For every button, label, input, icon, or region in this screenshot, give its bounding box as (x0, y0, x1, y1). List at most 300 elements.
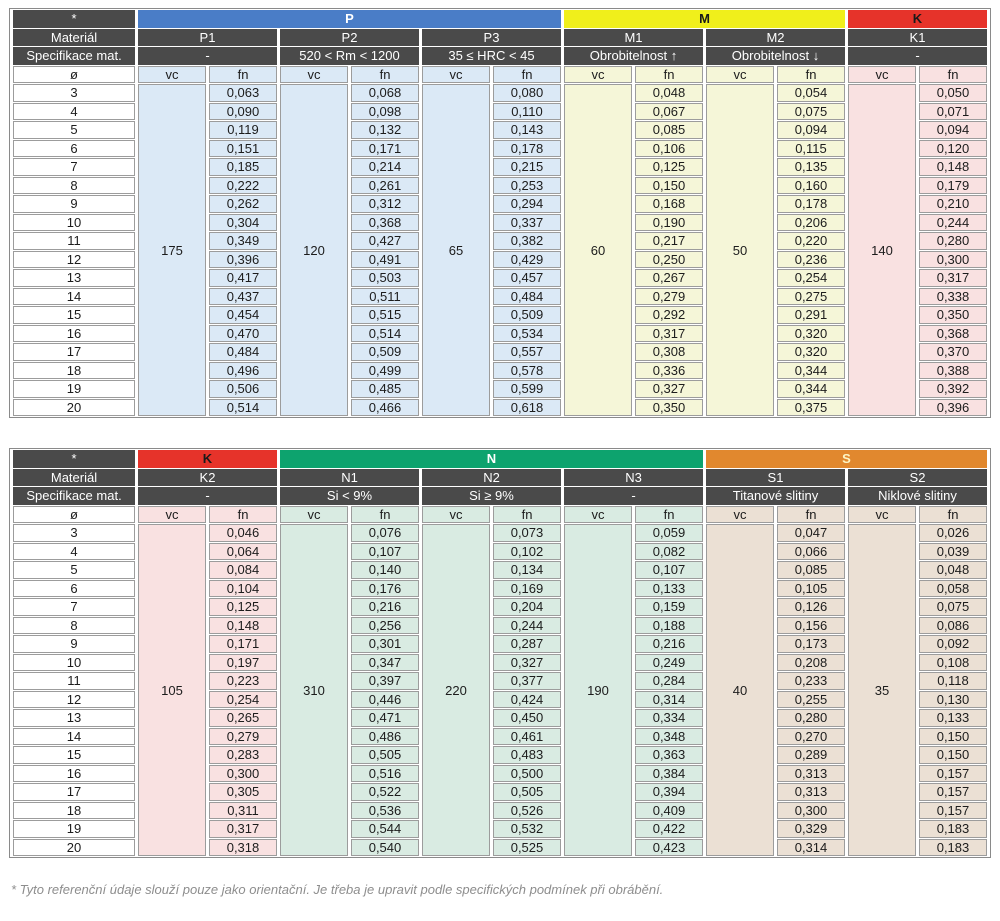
fn-header-P3: fn (493, 66, 561, 84)
asterisk-cell: * (13, 450, 135, 468)
fn-header-K2: fn (209, 506, 277, 524)
material-cell-N1: N1 (280, 469, 419, 487)
spec-cell-N3: - (564, 487, 703, 505)
fn-value-N2: 0,244 (493, 617, 561, 635)
fn-value-N3: 0,284 (635, 672, 703, 690)
fn-value-P1: 0,304 (209, 214, 277, 232)
fn-value-P2: 0,511 (351, 288, 419, 306)
fn-value-P2: 0,214 (351, 158, 419, 176)
vc-value-P2: 120 (280, 84, 348, 416)
vc-value-N3: 190 (564, 524, 632, 856)
fn-value-N2: 0,169 (493, 580, 561, 598)
fn-value-N1: 0,540 (351, 839, 419, 857)
fn-value-K1: 0,179 (919, 177, 987, 195)
vc-header-N1: vc (280, 506, 348, 524)
vc-header-M2: vc (706, 66, 774, 84)
diameter-cell: 10 (13, 654, 135, 672)
fn-value-M2: 0,206 (777, 214, 845, 232)
fn-value-P2: 0,499 (351, 362, 419, 380)
fn-value-P3: 0,599 (493, 380, 561, 398)
fn-value-N3: 0,394 (635, 783, 703, 801)
diameter-cell: 11 (13, 232, 135, 250)
fn-value-M1: 0,067 (635, 103, 703, 121)
fn-value-S2: 0,026 (919, 524, 987, 542)
spec-cell-K2: - (138, 487, 277, 505)
fn-value-N1: 0,256 (351, 617, 419, 635)
fn-value-M1: 0,217 (635, 232, 703, 250)
fn-value-P3: 0,110 (493, 103, 561, 121)
data-row-d3 (13, 84, 987, 102)
fn-value-K2: 0,104 (209, 580, 277, 598)
fn-value-S1: 0,313 (777, 765, 845, 783)
spec-cell-K1: - (848, 47, 987, 65)
fn-value-M1: 0,125 (635, 158, 703, 176)
fn-value-K2: 0,317 (209, 820, 277, 838)
fn-value-P3: 0,618 (493, 399, 561, 417)
fn-value-S1: 0,280 (777, 709, 845, 727)
fn-value-K2: 0,223 (209, 672, 277, 690)
fn-value-S1: 0,066 (777, 543, 845, 561)
diameter-cell: 18 (13, 802, 135, 820)
diameter-cell: 6 (13, 580, 135, 598)
fn-value-M2: 0,375 (777, 399, 845, 417)
iso-group-band-N: N (280, 450, 703, 468)
vc-header-K1: vc (848, 66, 916, 84)
fn-value-N2: 0,500 (493, 765, 561, 783)
fn-value-K2: 0,305 (209, 783, 277, 801)
fn-value-P1: 0,222 (209, 177, 277, 195)
fn-value-N3: 0,334 (635, 709, 703, 727)
fn-value-S2: 0,108 (919, 654, 987, 672)
fn-value-N1: 0,216 (351, 598, 419, 616)
fn-value-P2: 0,132 (351, 121, 419, 139)
fn-value-M1: 0,267 (635, 269, 703, 287)
fn-value-K1: 0,280 (919, 232, 987, 250)
diameter-cell: 8 (13, 617, 135, 635)
fn-value-M1: 0,327 (635, 380, 703, 398)
fn-value-K1: 0,368 (919, 325, 987, 343)
fn-value-K1: 0,350 (919, 306, 987, 324)
fn-header-M2: fn (777, 66, 845, 84)
diameter-cell: 5 (13, 561, 135, 579)
fn-value-P2: 0,515 (351, 306, 419, 324)
fn-value-P3: 0,557 (493, 343, 561, 361)
fn-value-M2: 0,320 (777, 343, 845, 361)
fn-value-M1: 0,190 (635, 214, 703, 232)
vc-header-P2: vc (280, 66, 348, 84)
material-row-label: Materiál (13, 469, 135, 487)
vc-value-P3: 65 (422, 84, 490, 416)
fn-header-N3: fn (635, 506, 703, 524)
diameter-cell: 12 (13, 691, 135, 709)
fn-header-P1: fn (209, 66, 277, 84)
fn-value-N1: 0,486 (351, 728, 419, 746)
diameter-cell: 17 (13, 783, 135, 801)
fn-value-S1: 0,156 (777, 617, 845, 635)
fn-value-P1: 0,185 (209, 158, 277, 176)
diameter-cell: 5 (13, 121, 135, 139)
fn-value-N3: 0,216 (635, 635, 703, 653)
fn-value-P2: 0,491 (351, 251, 419, 269)
fn-value-S2: 0,058 (919, 580, 987, 598)
fn-value-K1: 0,300 (919, 251, 987, 269)
vc-value-S1: 40 (706, 524, 774, 856)
fn-value-M2: 0,094 (777, 121, 845, 139)
fn-value-K1: 0,388 (919, 362, 987, 380)
fn-value-N3: 0,133 (635, 580, 703, 598)
fn-value-N2: 0,073 (493, 524, 561, 542)
fn-value-K2: 0,311 (209, 802, 277, 820)
material-cell-M1: M1 (564, 29, 703, 47)
fn-value-N2: 0,483 (493, 746, 561, 764)
fn-value-M2: 0,178 (777, 195, 845, 213)
fn-value-S1: 0,329 (777, 820, 845, 838)
vc-header-S2: vc (848, 506, 916, 524)
fn-value-S2: 0,086 (919, 617, 987, 635)
fn-value-N1: 0,471 (351, 709, 419, 727)
fn-value-N2: 0,424 (493, 691, 561, 709)
fn-value-N3: 0,363 (635, 746, 703, 764)
fn-value-M2: 0,344 (777, 380, 845, 398)
fn-value-S1: 0,085 (777, 561, 845, 579)
vc-value-M1: 60 (564, 84, 632, 416)
spec-cell-M2: Obrobitelnost ↓ (706, 47, 845, 65)
vc-value-N1: 310 (280, 524, 348, 856)
spec-cell-P3: 35 ≤ HRC < 45 (422, 47, 561, 65)
fn-value-P1: 0,484 (209, 343, 277, 361)
fn-value-P1: 0,417 (209, 269, 277, 287)
diameter-cell: 9 (13, 635, 135, 653)
fn-value-M2: 0,075 (777, 103, 845, 121)
fn-value-S2: 0,183 (919, 820, 987, 838)
iso-group-band-P: P (138, 10, 561, 28)
fn-value-P3: 0,143 (493, 121, 561, 139)
cutting-data-table-bottom (9, 448, 991, 858)
diameter-cell: 13 (13, 709, 135, 727)
diameter-cell: 3 (13, 84, 135, 102)
fn-value-S1: 0,300 (777, 802, 845, 820)
fn-value-M2: 0,115 (777, 140, 845, 158)
fn-value-K2: 0,125 (209, 598, 277, 616)
fn-value-M1: 0,292 (635, 306, 703, 324)
spec-cell-N1: Si < 9% (280, 487, 419, 505)
fn-header-K1: fn (919, 66, 987, 84)
fn-value-N2: 0,377 (493, 672, 561, 690)
fn-value-N3: 0,188 (635, 617, 703, 635)
spec-cell-N2: Si ≥ 9% (422, 487, 561, 505)
fn-value-K2: 0,265 (209, 709, 277, 727)
material-row-label: Materiál (13, 29, 135, 47)
spec-cell-P2: 520 < Rm < 1200 (280, 47, 419, 65)
fn-value-N2: 0,450 (493, 709, 561, 727)
spec-cell-P1: - (138, 47, 277, 65)
fn-value-S2: 0,039 (919, 543, 987, 561)
fn-value-K2: 0,254 (209, 691, 277, 709)
fn-value-N1: 0,076 (351, 524, 419, 542)
fn-value-S1: 0,208 (777, 654, 845, 672)
fn-value-K2: 0,084 (209, 561, 277, 579)
fn-value-N1: 0,301 (351, 635, 419, 653)
fn-value-M1: 0,350 (635, 399, 703, 417)
fn-value-K1: 0,071 (919, 103, 987, 121)
diameter-cell: 17 (13, 343, 135, 361)
fn-value-M1: 0,150 (635, 177, 703, 195)
material-cell-P1: P1 (138, 29, 277, 47)
fn-value-M1: 0,308 (635, 343, 703, 361)
data-row-d3 (13, 524, 987, 542)
diameter-header: ø (13, 66, 135, 84)
fn-value-P3: 0,429 (493, 251, 561, 269)
vc-value-K2: 105 (138, 524, 206, 856)
diameter-cell: 19 (13, 820, 135, 838)
fn-value-K2: 0,279 (209, 728, 277, 746)
fn-value-K1: 0,244 (919, 214, 987, 232)
fn-value-S1: 0,314 (777, 839, 845, 857)
fn-value-P2: 0,171 (351, 140, 419, 158)
fn-value-K2: 0,046 (209, 524, 277, 542)
material-cell-K2: K2 (138, 469, 277, 487)
material-cell-P3: P3 (422, 29, 561, 47)
fn-value-M1: 0,168 (635, 195, 703, 213)
fn-value-M2: 0,275 (777, 288, 845, 306)
fn-value-P2: 0,485 (351, 380, 419, 398)
fn-value-N1: 0,107 (351, 543, 419, 561)
fn-value-M2: 0,254 (777, 269, 845, 287)
fn-value-P1: 0,119 (209, 121, 277, 139)
fn-value-K1: 0,094 (919, 121, 987, 139)
fn-value-P3: 0,253 (493, 177, 561, 195)
diameter-cell: 12 (13, 251, 135, 269)
diameter-cell: 16 (13, 765, 135, 783)
fn-value-N3: 0,082 (635, 543, 703, 561)
fn-value-N2: 0,287 (493, 635, 561, 653)
diameter-cell: 15 (13, 306, 135, 324)
fn-value-M1: 0,106 (635, 140, 703, 158)
vc-value-P1: 175 (138, 84, 206, 416)
fn-header-M1: fn (635, 66, 703, 84)
fn-value-N1: 0,505 (351, 746, 419, 764)
diameter-header: ø (13, 506, 135, 524)
fn-value-P1: 0,262 (209, 195, 277, 213)
fn-value-S2: 0,150 (919, 728, 987, 746)
fn-header-P2: fn (351, 66, 419, 84)
cutting-data-table-top (9, 8, 991, 418)
diameter-cell: 13 (13, 269, 135, 287)
iso-group-band-M: M (564, 10, 845, 28)
fn-value-M2: 0,320 (777, 325, 845, 343)
fn-value-P1: 0,151 (209, 140, 277, 158)
fn-value-S1: 0,105 (777, 580, 845, 598)
fn-value-K2: 0,283 (209, 746, 277, 764)
fn-value-N3: 0,348 (635, 728, 703, 746)
fn-value-K1: 0,338 (919, 288, 987, 306)
fn-value-S1: 0,047 (777, 524, 845, 542)
fn-value-P1: 0,349 (209, 232, 277, 250)
fn-value-N3: 0,384 (635, 765, 703, 783)
fn-value-P2: 0,509 (351, 343, 419, 361)
fn-value-K2: 0,064 (209, 543, 277, 561)
fn-value-P1: 0,514 (209, 399, 277, 417)
fn-value-P1: 0,396 (209, 251, 277, 269)
fn-value-P1: 0,506 (209, 380, 277, 398)
material-cell-M2: M2 (706, 29, 845, 47)
fn-value-P1: 0,470 (209, 325, 277, 343)
fn-value-P1: 0,496 (209, 362, 277, 380)
diameter-cell: 8 (13, 177, 135, 195)
fn-value-N2: 0,526 (493, 802, 561, 820)
diameter-cell: 9 (13, 195, 135, 213)
fn-value-P2: 0,466 (351, 399, 419, 417)
fn-value-S1: 0,173 (777, 635, 845, 653)
fn-value-K1: 0,210 (919, 195, 987, 213)
vc-header-P3: vc (422, 66, 490, 84)
fn-value-K2: 0,318 (209, 839, 277, 857)
iso-group-band-K: K (848, 10, 987, 28)
fn-value-P1: 0,454 (209, 306, 277, 324)
spec-cell-S1: Titanové slitiny (706, 487, 845, 505)
fn-value-P2: 0,427 (351, 232, 419, 250)
material-cell-N2: N2 (422, 469, 561, 487)
vc-value-S2: 35 (848, 524, 916, 856)
fn-value-S1: 0,255 (777, 691, 845, 709)
fn-value-M2: 0,160 (777, 177, 845, 195)
fn-value-K2: 0,171 (209, 635, 277, 653)
fn-value-P1: 0,063 (209, 84, 277, 102)
fn-value-N1: 0,397 (351, 672, 419, 690)
fn-value-N1: 0,347 (351, 654, 419, 672)
fn-value-S1: 0,126 (777, 598, 845, 616)
spec-cell-M1: Obrobitelnost ↑ (564, 47, 703, 65)
fn-value-S2: 0,048 (919, 561, 987, 579)
spec-row-label: Specifikace mat. (13, 487, 135, 505)
diameter-cell: 3 (13, 524, 135, 542)
diameter-cell: 10 (13, 214, 135, 232)
diameter-cell: 20 (13, 839, 135, 857)
fn-value-P2: 0,261 (351, 177, 419, 195)
fn-value-M2: 0,236 (777, 251, 845, 269)
diameter-cell: 19 (13, 380, 135, 398)
fn-value-M1: 0,048 (635, 84, 703, 102)
fn-value-P1: 0,437 (209, 288, 277, 306)
fn-value-N1: 0,176 (351, 580, 419, 598)
fn-value-N1: 0,544 (351, 820, 419, 838)
diameter-cell: 14 (13, 728, 135, 746)
fn-value-S2: 0,157 (919, 802, 987, 820)
fn-value-S1: 0,270 (777, 728, 845, 746)
fn-value-S2: 0,130 (919, 691, 987, 709)
fn-value-N3: 0,249 (635, 654, 703, 672)
vc-value-K1: 140 (848, 84, 916, 416)
fn-value-S2: 0,157 (919, 765, 987, 783)
vc-header-K2: vc (138, 506, 206, 524)
vc-header-N2: vc (422, 506, 490, 524)
footnote: * Tyto referenční údaje slouží pouze jako orientační. Je třeba je upravit podle specifických podmínek při obrábění. (11, 882, 664, 897)
fn-value-N2: 0,102 (493, 543, 561, 561)
fn-value-M1: 0,317 (635, 325, 703, 343)
fn-value-N1: 0,522 (351, 783, 419, 801)
iso-group-band-S: S (706, 450, 987, 468)
fn-value-P3: 0,534 (493, 325, 561, 343)
fn-header-S1: fn (777, 506, 845, 524)
fn-value-K2: 0,197 (209, 654, 277, 672)
fn-value-S1: 0,313 (777, 783, 845, 801)
asterisk-cell: * (13, 10, 135, 28)
table-bottom (10, 449, 990, 857)
diameter-cell: 20 (13, 399, 135, 417)
material-cell-P2: P2 (280, 29, 419, 47)
fn-value-N1: 0,516 (351, 765, 419, 783)
diameter-cell: 15 (13, 746, 135, 764)
fn-value-P3: 0,337 (493, 214, 561, 232)
fn-header-N2: fn (493, 506, 561, 524)
fn-value-P3: 0,178 (493, 140, 561, 158)
fn-header-S2: fn (919, 506, 987, 524)
fn-value-S1: 0,233 (777, 672, 845, 690)
fn-value-N3: 0,422 (635, 820, 703, 838)
fn-value-S1: 0,289 (777, 746, 845, 764)
fn-value-P3: 0,509 (493, 306, 561, 324)
fn-value-P2: 0,068 (351, 84, 419, 102)
diameter-cell: 16 (13, 325, 135, 343)
fn-value-K1: 0,392 (919, 380, 987, 398)
fn-value-K1: 0,148 (919, 158, 987, 176)
fn-header-N1: fn (351, 506, 419, 524)
fn-value-P3: 0,080 (493, 84, 561, 102)
fn-value-M2: 0,135 (777, 158, 845, 176)
material-cell-S2: S2 (848, 469, 987, 487)
fn-value-P3: 0,215 (493, 158, 561, 176)
fn-value-K2: 0,300 (209, 765, 277, 783)
fn-value-P3: 0,484 (493, 288, 561, 306)
table-top (10, 9, 990, 417)
fn-value-P3: 0,382 (493, 232, 561, 250)
fn-value-N1: 0,446 (351, 691, 419, 709)
fn-value-K1: 0,317 (919, 269, 987, 287)
fn-value-K2: 0,148 (209, 617, 277, 635)
diameter-cell: 4 (13, 543, 135, 561)
fn-value-P3: 0,578 (493, 362, 561, 380)
fn-value-N1: 0,536 (351, 802, 419, 820)
fn-value-N3: 0,159 (635, 598, 703, 616)
diameter-cell: 7 (13, 158, 135, 176)
fn-value-P2: 0,368 (351, 214, 419, 232)
vc-value-N2: 220 (422, 524, 490, 856)
fn-value-K1: 0,050 (919, 84, 987, 102)
fn-value-S2: 0,092 (919, 635, 987, 653)
fn-value-N2: 0,327 (493, 654, 561, 672)
material-cell-S1: S1 (706, 469, 845, 487)
fn-value-M2: 0,344 (777, 362, 845, 380)
spec-cell-S2: Niklové slitiny (848, 487, 987, 505)
fn-value-P3: 0,457 (493, 269, 561, 287)
fn-value-N2: 0,525 (493, 839, 561, 857)
fn-value-K1: 0,370 (919, 343, 987, 361)
diameter-cell: 4 (13, 103, 135, 121)
fn-value-N3: 0,107 (635, 561, 703, 579)
fn-value-N2: 0,134 (493, 561, 561, 579)
fn-value-P3: 0,294 (493, 195, 561, 213)
spec-row-label: Specifikace mat. (13, 47, 135, 65)
vc-header-P1: vc (138, 66, 206, 84)
vc-header-N3: vc (564, 506, 632, 524)
fn-value-M1: 0,279 (635, 288, 703, 306)
fn-value-S2: 0,118 (919, 672, 987, 690)
fn-value-M2: 0,291 (777, 306, 845, 324)
fn-value-S2: 0,075 (919, 598, 987, 616)
fn-value-M2: 0,220 (777, 232, 845, 250)
fn-value-M1: 0,250 (635, 251, 703, 269)
iso-group-band-K: K (138, 450, 277, 468)
